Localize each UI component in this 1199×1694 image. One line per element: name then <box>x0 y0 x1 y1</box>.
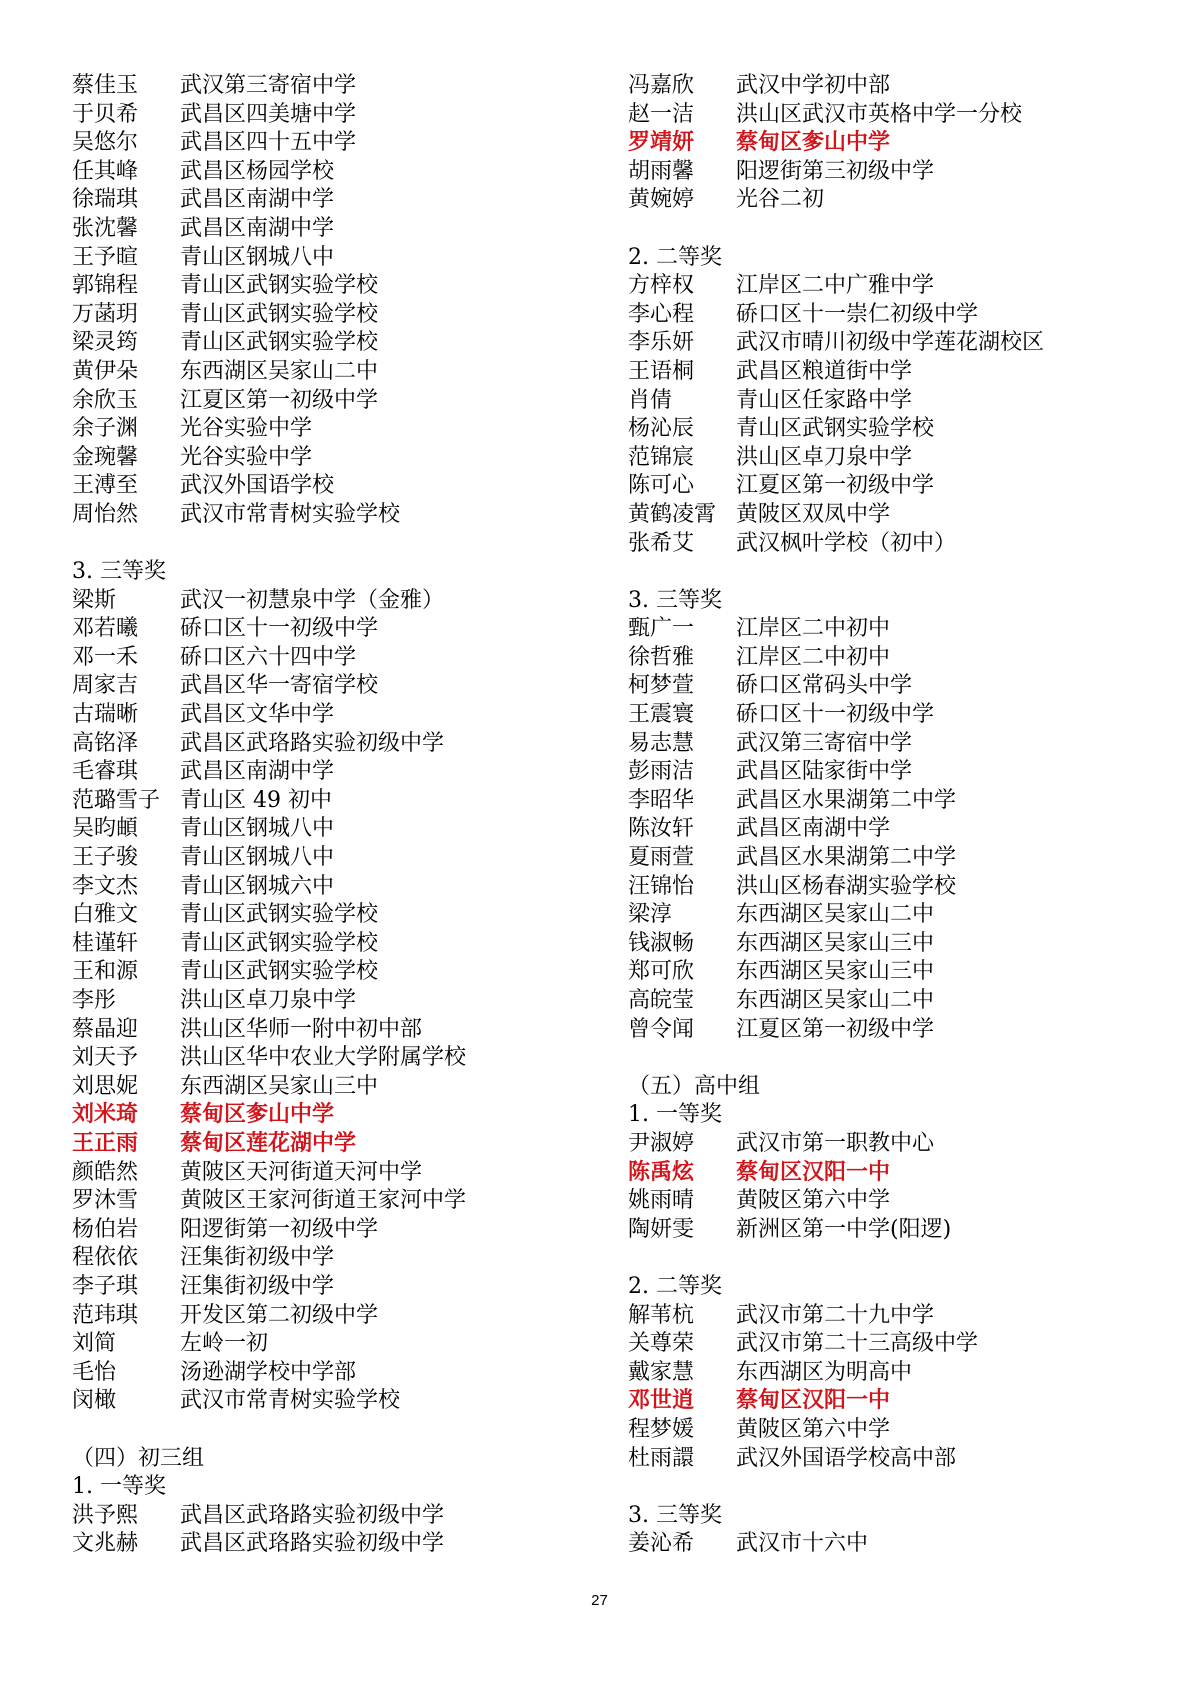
award-entry <box>72 501 592 530</box>
school-name: 武昌区南湖中学 <box>180 215 335 241</box>
school-name: 武汉市常青树实验学校 <box>180 1388 401 1414</box>
student-name: 蔡佳玉 <box>72 73 139 98</box>
award-entry <box>72 1159 592 1188</box>
student-name: 高铭泽 <box>72 730 139 756</box>
student-name: 钱淑畅 <box>628 930 695 956</box>
school-name: 青山区 49 初中 <box>180 787 332 813</box>
award-entry <box>72 1330 592 1359</box>
student-name: 古瑞晰 <box>72 702 139 728</box>
school-name: 青山区武钢实验学校 <box>736 416 935 442</box>
school-name: 黄陂区第六中学 <box>736 1416 891 1442</box>
award-entry <box>72 1073 592 1102</box>
right-third-prize-list <box>628 615 1168 1044</box>
school-name: 武昌区水果湖第二中学 <box>736 787 957 813</box>
school-name: 青山区钢城八中 <box>180 816 335 842</box>
student-name: 任其峰 <box>72 158 139 184</box>
school-name: 洪山区武汉市英格中学一分校 <box>736 101 1023 127</box>
award-entry <box>72 1130 592 1159</box>
award-entry <box>628 758 1168 787</box>
school-name: 武昌区南湖中学 <box>180 759 335 785</box>
student-name: 王语桐 <box>628 358 695 384</box>
school-name: 硚口区常码头中学 <box>736 673 913 699</box>
award-entry <box>72 1387 592 1416</box>
left-block1-list <box>72 72 592 530</box>
student-name: 程依依 <box>72 1245 139 1271</box>
award-entry <box>628 873 1168 902</box>
student-name: 姚雨晴 <box>628 1188 695 1214</box>
award-entry <box>72 758 592 787</box>
spacer <box>628 1044 1168 1073</box>
school-name: 蔡甸区汉阳一中 <box>736 1388 891 1414</box>
school-name: 东西湖区吴家山三中 <box>180 1073 379 1099</box>
spacer <box>72 1416 592 1445</box>
school-name: 武汉一初慧泉中学（金雅） <box>180 587 445 613</box>
school-name: 青山区武钢实验学校 <box>180 959 379 985</box>
award-entry <box>72 901 592 930</box>
student-name: 范锦宸 <box>628 444 695 470</box>
award-entry <box>72 815 592 844</box>
student-name: 蔡晶迎 <box>72 1016 139 1042</box>
school-name: 武昌区四十五中学 <box>180 130 357 156</box>
award-entry <box>628 444 1168 473</box>
award-entry <box>72 472 592 501</box>
school-name: 青山区钢城八中 <box>180 244 335 270</box>
school-name: 武昌区南湖中学 <box>180 187 335 213</box>
school-name: 武昌区四美塘中学 <box>180 101 357 127</box>
award-entry <box>628 1416 1168 1445</box>
spacer <box>628 1244 1168 1273</box>
award-entry <box>72 1244 592 1273</box>
school-name: 青山区武钢实验学校 <box>180 902 379 928</box>
student-name: 解苇杭 <box>628 1302 695 1328</box>
award-entry <box>628 415 1168 444</box>
school-name: 武汉市第一职教中心 <box>736 1130 935 1156</box>
school-name: 开发区第二初级中学 <box>180 1302 379 1328</box>
award-entry <box>72 215 592 244</box>
student-name: 万菡玥 <box>72 301 139 327</box>
spacer <box>628 215 1168 244</box>
school-name: 武汉市第二十三高级中学 <box>736 1331 979 1357</box>
award-entry <box>628 129 1168 158</box>
award-entry <box>72 387 592 416</box>
school-name: 青山区钢城八中 <box>180 845 335 871</box>
student-name: 王震寰 <box>628 702 695 728</box>
student-name: 冯嘉欣 <box>628 73 695 98</box>
award-entry <box>628 1016 1168 1045</box>
award-entry <box>72 129 592 158</box>
award-entry <box>628 958 1168 987</box>
school-name: 武昌区武珞路实验初级中学 <box>180 1531 445 1557</box>
school-name: 洪山区华师一附中初中部 <box>180 1016 423 1042</box>
student-name: 邓一禾 <box>72 644 139 670</box>
first-prize-heading: 1. 一等奖 <box>628 1102 722 1128</box>
student-name: 吴悠尔 <box>72 130 139 156</box>
award-entry <box>72 987 592 1016</box>
school-name: 武汉市第二十九中学 <box>736 1302 935 1328</box>
school-name: 汤逊湖学校中学部 <box>180 1359 357 1385</box>
school-name: 阳逻街第一初级中学 <box>180 1216 379 1242</box>
student-name: 陶妍雯 <box>628 1216 695 1242</box>
school-name: 光谷二初 <box>736 187 825 213</box>
student-name: 徐瑞琪 <box>72 187 139 213</box>
student-name: 杨伯岩 <box>72 1216 139 1242</box>
award-entry <box>628 158 1168 187</box>
student-name: 刘简 <box>72 1331 117 1357</box>
award-entry <box>72 930 592 959</box>
school-name: 蔡甸区奓山中学 <box>180 1102 335 1128</box>
school-name: 光谷实验中学 <box>180 416 313 442</box>
award-entry <box>72 72 592 101</box>
page-number: 27 <box>591 1592 608 1609</box>
second-prize-heading: 2. 二等奖 <box>628 244 722 270</box>
left-third-prize-list <box>72 587 592 1416</box>
student-name: 关尊荣 <box>628 1331 695 1357</box>
spacer <box>628 558 1168 587</box>
award-entry <box>628 472 1168 501</box>
school-name: 洪山区华中农业大学附属学校 <box>180 1045 467 1071</box>
award-entry <box>72 701 592 730</box>
student-name: 范璐雪子 <box>72 787 161 813</box>
student-name: 梁灵筠 <box>72 330 139 356</box>
student-name: 洪予熙 <box>72 1502 139 1528</box>
student-name: 邓若曦 <box>72 616 139 642</box>
student-name: 黄婉婷 <box>628 187 695 213</box>
award-entry <box>628 815 1168 844</box>
school-name: 蔡甸区汉阳一中 <box>736 1159 891 1185</box>
student-name: 胡雨馨 <box>628 158 695 184</box>
first-prize-heading: 1. 一等奖 <box>72 1474 166 1500</box>
student-name: 王正雨 <box>72 1130 139 1156</box>
school-name: 武昌区陆家街中学 <box>736 759 913 785</box>
spacer <box>72 530 592 559</box>
student-name: 毛睿琪 <box>72 759 139 785</box>
student-name: 余子渊 <box>72 416 139 442</box>
school-name: 硚口区十一初级中学 <box>180 616 379 642</box>
award-entry <box>72 101 592 130</box>
award-entry <box>72 1044 592 1073</box>
right-second-prize-list <box>628 272 1168 558</box>
student-name: 梁淳 <box>628 902 673 928</box>
award-entry <box>72 1530 592 1559</box>
student-name: 王溥至 <box>72 473 139 499</box>
award-entry <box>72 587 592 616</box>
third-prize-heading: 3. 三等奖 <box>628 1502 722 1528</box>
school-name: 洪山区卓刀泉中学 <box>180 988 357 1013</box>
student-name: 李昭华 <box>628 787 695 813</box>
school-name: 武汉第三寄宿中学 <box>736 730 913 756</box>
award-entry <box>628 1359 1168 1388</box>
award-entry <box>72 1016 592 1045</box>
second-prize-heading: 2. 二等奖 <box>628 1273 722 1299</box>
award-entry <box>628 844 1168 873</box>
student-name: 张希艾 <box>628 530 695 556</box>
student-name: 毛怡 <box>72 1359 117 1385</box>
student-name: 杨沁辰 <box>628 416 695 442</box>
award-entry <box>72 958 592 987</box>
award-entry <box>72 787 592 816</box>
student-name: 梁斯 <box>72 587 117 613</box>
award-entry <box>72 672 592 701</box>
school-name: 东西湖区吴家山二中 <box>180 358 379 384</box>
award-entry <box>72 1273 592 1302</box>
award-entry <box>72 844 592 873</box>
school-name: 蔡甸区奓山中学 <box>736 130 891 156</box>
school-name: 洪山区杨春湖实验学校 <box>736 873 957 899</box>
award-entry <box>628 644 1168 673</box>
student-name: 戴家慧 <box>628 1359 695 1385</box>
spacer <box>628 1473 1168 1502</box>
right-block1-list <box>628 72 1168 215</box>
school-name: 光谷实验中学 <box>180 444 313 470</box>
award-entry <box>628 615 1168 644</box>
student-name: 汪锦怡 <box>628 873 695 899</box>
student-name: 李乐妍 <box>628 330 695 356</box>
student-name: 桂谨轩 <box>72 930 139 956</box>
award-entry <box>628 1530 1168 1559</box>
student-name: 郭锦程 <box>72 273 139 299</box>
award-entry <box>628 272 1168 301</box>
award-entry <box>628 1302 1168 1331</box>
school-name: 武昌区杨园学校 <box>180 158 335 184</box>
student-name: 吴昀頔 <box>72 816 139 842</box>
school-name: 武汉枫叶学校（初中） <box>736 530 957 556</box>
left-group4-first-list <box>72 1502 592 1559</box>
award-entry <box>628 1130 1168 1159</box>
third-prize-heading: 3. 三等奖 <box>628 587 722 613</box>
student-name: 白雅文 <box>72 902 139 928</box>
student-name: 柯梦萱 <box>628 673 695 699</box>
right-column <box>628 72 1168 1559</box>
school-name: 青山区任家路中学 <box>736 387 913 413</box>
school-name: 东西湖区吴家山二中 <box>736 988 935 1013</box>
school-name: 东西湖区吴家山三中 <box>736 930 935 956</box>
award-entry <box>628 72 1168 101</box>
student-name: 徐哲雅 <box>628 644 695 670</box>
school-name: 武汉中学初中部 <box>736 73 891 98</box>
award-entry <box>628 901 1168 930</box>
award-entry <box>628 530 1168 559</box>
school-name: 黄陂区第六中学 <box>736 1188 891 1214</box>
award-entry <box>72 329 592 358</box>
award-entry <box>72 1187 592 1216</box>
school-name: 汪集街初级中学 <box>180 1273 335 1299</box>
school-name: 武汉第三寄宿中学 <box>180 73 357 98</box>
school-name: 青山区武钢实验学校 <box>180 273 379 299</box>
award-entry <box>72 186 592 215</box>
award-entry <box>628 730 1168 759</box>
school-name: 武汉外国语学校高中部 <box>736 1445 957 1471</box>
student-name: 陈可心 <box>628 473 695 499</box>
school-name: 硚口区十一初级中学 <box>736 702 935 728</box>
award-entry <box>628 1159 1168 1188</box>
school-name: 青山区钢城六中 <box>180 873 335 899</box>
award-entry <box>628 101 1168 130</box>
student-name: 陈汝轩 <box>628 816 695 842</box>
student-name: 闵橄 <box>72 1388 117 1414</box>
student-name: 高皖莹 <box>628 988 695 1013</box>
award-entry <box>628 672 1168 701</box>
school-name: 青山区武钢实验学校 <box>180 330 379 356</box>
student-name: 周家吉 <box>72 673 139 699</box>
student-name: 颜皓然 <box>72 1159 139 1185</box>
award-entry <box>72 1502 592 1531</box>
award-entry <box>628 701 1168 730</box>
award-entry <box>72 244 592 273</box>
school-name: 武昌区水果湖第二中学 <box>736 845 957 871</box>
student-name: 王和源 <box>72 959 139 985</box>
student-name: 黄伊朵 <box>72 358 139 384</box>
school-name: 武汉外国语学校 <box>180 473 335 499</box>
school-name: 硚口区六十四中学 <box>180 644 357 670</box>
school-name: 黄陂区王家河街道王家河中学 <box>180 1188 467 1214</box>
school-name: 武昌区华一寄宿学校 <box>180 673 379 699</box>
award-entry <box>628 930 1168 959</box>
school-name: 江岸区二中初中 <box>736 644 891 670</box>
award-entry <box>628 1216 1168 1245</box>
student-name: 李心程 <box>628 301 695 327</box>
student-name: 刘天予 <box>72 1045 139 1071</box>
student-name: 程梦媛 <box>628 1416 695 1442</box>
student-name: 肖倩 <box>628 387 673 413</box>
student-name: 王予暄 <box>72 244 139 270</box>
student-name: 黄鹤凌霄 <box>628 501 717 527</box>
student-name: 刘米琦 <box>72 1102 139 1128</box>
award-entry <box>72 1302 592 1331</box>
school-name: 江夏区第一初级中学 <box>736 1016 935 1042</box>
student-name: 曾令闻 <box>628 1016 695 1042</box>
award-entry <box>72 358 592 387</box>
award-entry <box>72 730 592 759</box>
right-group5-third-list <box>628 1530 1168 1559</box>
award-entry <box>628 186 1168 215</box>
student-name: 周怡然 <box>72 501 139 527</box>
school-name: 武昌区武珞路实验初级中学 <box>180 1502 445 1528</box>
school-name: 青山区武钢实验学校 <box>180 930 379 956</box>
left-column <box>72 72 592 1559</box>
student-name: 邓世逍 <box>628 1388 695 1414</box>
award-entry <box>628 501 1168 530</box>
student-name: 王子骏 <box>72 845 139 871</box>
group5-heading: （五）高中组 <box>628 1073 761 1099</box>
student-name: 罗靖妍 <box>628 130 695 156</box>
student-name: 李文杰 <box>72 873 139 899</box>
award-entry <box>72 1359 592 1388</box>
student-name: 范玮琪 <box>72 1302 139 1328</box>
school-name: 武昌区粮道街中学 <box>736 358 913 384</box>
school-name: 青山区武钢实验学校 <box>180 301 379 327</box>
school-name: 汪集街初级中学 <box>180 1245 335 1271</box>
school-name: 武昌区南湖中学 <box>736 816 891 842</box>
right-group5-second-list <box>628 1302 1168 1474</box>
school-name: 黄陂区双凤中学 <box>736 501 891 527</box>
award-entry <box>72 1101 592 1130</box>
award-entry <box>72 873 592 902</box>
school-name: 东西湖区吴家山二中 <box>736 902 935 928</box>
school-name: 东西湖区为明高中 <box>736 1359 913 1385</box>
group4-heading: （四）初三组 <box>72 1445 205 1471</box>
award-entry <box>628 1330 1168 1359</box>
award-entry <box>72 615 592 644</box>
award-entry <box>628 1445 1168 1474</box>
school-name: 黄陂区天河街道天河中学 <box>180 1159 423 1185</box>
school-name: 江夏区第一初级中学 <box>736 473 935 499</box>
student-name: 郑可欣 <box>628 959 695 985</box>
school-name: 武汉市晴川初级中学莲花湖校区 <box>736 330 1045 356</box>
student-name: 文兆赫 <box>72 1531 139 1557</box>
school-name: 洪山区卓刀泉中学 <box>736 444 913 470</box>
school-name: 江岸区二中广雅中学 <box>736 273 935 299</box>
award-entry <box>72 1216 592 1245</box>
school-name: 武昌区文华中学 <box>180 702 335 728</box>
award-entry <box>628 1387 1168 1416</box>
award-entry <box>628 787 1168 816</box>
student-name: 陈禹炫 <box>628 1159 695 1185</box>
student-name: 甄广一 <box>628 616 695 642</box>
student-name: 彭雨洁 <box>628 759 695 785</box>
student-name: 于贝希 <box>72 101 139 127</box>
third-prize-heading: 3. 三等奖 <box>72 559 166 585</box>
student-name: 罗沐雪 <box>72 1188 139 1214</box>
school-name: 武昌区武珞路实验初级中学 <box>180 730 445 756</box>
school-name: 东西湖区吴家山三中 <box>736 959 935 985</box>
student-name: 姜沁希 <box>628 1531 695 1557</box>
student-name: 方梓权 <box>628 273 695 299</box>
school-name: 武汉市十六中 <box>736 1531 869 1557</box>
student-name: 赵一洁 <box>628 101 695 127</box>
student-name: 尹淑婷 <box>628 1130 695 1156</box>
school-name: 硚口区十一崇仁初级中学 <box>736 301 979 327</box>
school-name: 江岸区二中初中 <box>736 616 891 642</box>
student-name: 夏雨萱 <box>628 845 695 871</box>
student-name: 李彤 <box>72 988 117 1013</box>
school-name: 武汉市常青树实验学校 <box>180 501 401 527</box>
student-name: 余欣玉 <box>72 387 139 413</box>
award-entry <box>628 387 1168 416</box>
award-entry <box>72 272 592 301</box>
award-entry <box>628 987 1168 1016</box>
right-group5-first-list <box>628 1130 1168 1244</box>
student-name: 金琬馨 <box>72 444 139 470</box>
student-name: 易志慧 <box>628 730 695 756</box>
award-entry <box>72 301 592 330</box>
school-name: 左岭一初 <box>180 1331 269 1357</box>
award-entry <box>628 301 1168 330</box>
award-entry <box>628 329 1168 358</box>
student-name: 刘思妮 <box>72 1073 139 1099</box>
school-name: 新洲区第一中学(阳逻) <box>736 1216 952 1242</box>
school-name: 阳逻街第三初级中学 <box>736 158 935 184</box>
award-entry <box>72 444 592 473</box>
award-entry <box>72 644 592 673</box>
student-name: 李子琪 <box>72 1273 139 1299</box>
student-name: 杜雨譞 <box>628 1445 695 1471</box>
school-name: 蔡甸区莲花湖中学 <box>180 1130 357 1156</box>
award-entry <box>72 415 592 444</box>
award-entry <box>72 158 592 187</box>
award-entry <box>628 1187 1168 1216</box>
student-name: 张沈馨 <box>72 215 139 241</box>
award-entry <box>628 358 1168 387</box>
school-name: 江夏区第一初级中学 <box>180 387 379 413</box>
